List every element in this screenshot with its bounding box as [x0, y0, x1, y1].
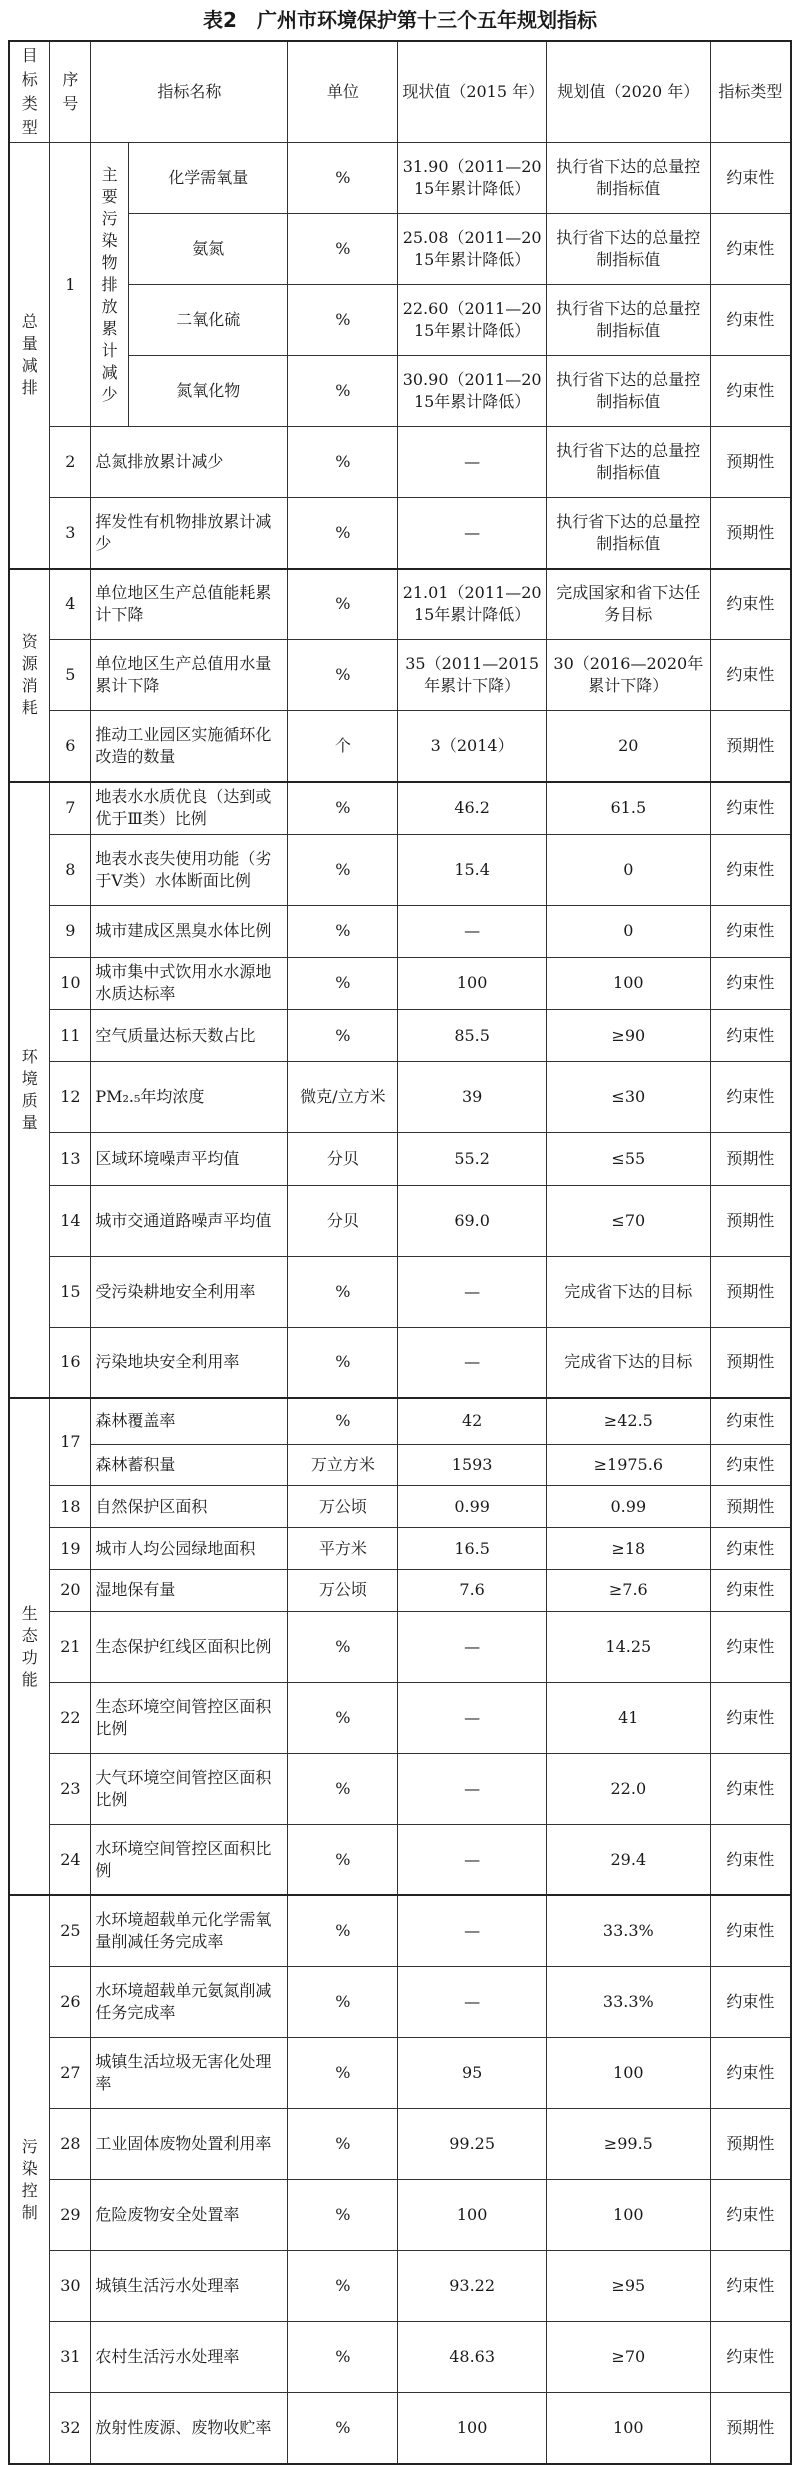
header-type: 目标类型 [9, 41, 50, 143]
indicator-name: 单位地区生产总值能耗累计下降 [91, 569, 288, 640]
indicator-name: 农村生活污水处理率 [91, 2322, 288, 2393]
current-value: 31.90（2011—2015年累计降低） [398, 143, 547, 214]
unit-cell: % [288, 2250, 398, 2321]
row-number: 22 [50, 1682, 91, 1753]
target-value: 执行省下达的总量控制指标值 [546, 143, 710, 214]
indicator-kind: 约束性 [710, 2322, 791, 2393]
unit-cell: % [288, 1611, 398, 1682]
target-value: ≤70 [546, 1185, 710, 1256]
unit-cell: % [288, 1256, 398, 1327]
unit-cell: % [288, 782, 398, 834]
header-row [9, 41, 791, 143]
indicator-kind: 预期性 [710, 1185, 791, 1256]
target-value: 0 [546, 834, 710, 905]
table-row [9, 711, 791, 782]
category-cell: 总量减排 [9, 143, 50, 569]
unit-cell: % [288, 356, 398, 427]
indicator-name: 生态环境空间管控区面积比例 [91, 1682, 288, 1753]
target-value: 执行省下达的总量控制指标值 [546, 356, 710, 427]
row-number: 20 [50, 1569, 91, 1611]
indicator-kind: 预期性 [710, 1486, 791, 1528]
indicator-name: 城镇生活污水处理率 [91, 2250, 288, 2321]
row-number: 23 [50, 1753, 91, 1824]
indicator-name: 单位地区生产总值用水量累计下降 [91, 640, 288, 711]
table-row [9, 1398, 791, 1444]
table-row [9, 834, 791, 905]
indicator-name: 总氮排放累计减少 [91, 427, 288, 498]
unit-cell: % [288, 1327, 398, 1398]
current-value: — [398, 1611, 547, 1682]
row-number: 15 [50, 1256, 91, 1327]
header-kind: 指标类型 [710, 41, 791, 143]
unit-cell: % [288, 1824, 398, 1895]
header-no: 序号 [50, 41, 91, 143]
indicator-kind: 约束性 [710, 143, 791, 214]
indicator-name: 大气环境空间管控区面积比例 [91, 1753, 288, 1824]
unit-cell: % [288, 1010, 398, 1062]
current-value: 93.22 [398, 2250, 547, 2321]
unit-cell: 平方米 [288, 1528, 398, 1570]
current-value: 69.0 [398, 1185, 547, 1256]
unit-cell: 万公顷 [288, 1486, 398, 1528]
table-row [9, 905, 791, 957]
table-row [9, 569, 791, 640]
table-row [9, 427, 791, 498]
current-value: 1593 [398, 1444, 547, 1486]
unit-cell: % [288, 498, 398, 569]
indicator-kind: 约束性 [710, 569, 791, 640]
target-value: 100 [546, 2179, 710, 2250]
target-value: 执行省下达的总量控制指标值 [546, 285, 710, 356]
indicator-kind: 约束性 [710, 1528, 791, 1570]
current-value: 55.2 [398, 1133, 547, 1185]
unit-cell: % [288, 1966, 398, 2037]
target-value: 33.3% [546, 1895, 710, 1966]
indicator-name: 城市人均公园绿地面积 [91, 1528, 288, 1570]
row-number: 30 [50, 2250, 91, 2321]
unit-cell: % [288, 2393, 398, 2464]
category-cell: 资源消耗 [9, 569, 50, 782]
unit-cell: % [288, 2108, 398, 2179]
current-value: 85.5 [398, 1010, 547, 1062]
row-number: 24 [50, 1824, 91, 1895]
target-value: 完成省下达的目标 [546, 1327, 710, 1398]
table-row [9, 1444, 791, 1486]
indicator-kind: 约束性 [710, 285, 791, 356]
target-value: 30（2016—2020年累计下降） [546, 640, 710, 711]
target-value: ≤30 [546, 1062, 710, 1133]
table-row [9, 782, 791, 834]
current-value: — [398, 498, 547, 569]
table-row [9, 1486, 791, 1528]
indicator-kind: 约束性 [710, 905, 791, 957]
category-cell: 生态功能 [9, 1398, 50, 1895]
unit-cell: 个 [288, 711, 398, 782]
target-value: ≥90 [546, 1010, 710, 1062]
indicator-kind: 预期性 [710, 2108, 791, 2179]
indicator-kind: 预期性 [710, 498, 791, 569]
unit-cell: % [288, 834, 398, 905]
indicator-name: 污染地块安全利用率 [91, 1327, 288, 1398]
indicator-name: 氮氧化物 [129, 356, 288, 427]
current-value: 99.25 [398, 2108, 547, 2179]
row-number: 12 [50, 1062, 91, 1133]
indicator-name: 城市建成区黑臭水体比例 [91, 905, 288, 957]
row-number: 7 [50, 782, 91, 834]
target-value: ≥70 [546, 2322, 710, 2393]
row-number: 16 [50, 1327, 91, 1398]
indicator-kind: 预期性 [710, 1133, 791, 1185]
current-value: — [398, 1824, 547, 1895]
table-row [9, 1966, 791, 2037]
table-row [9, 1133, 791, 1185]
target-value: 完成省下达的目标 [546, 1256, 710, 1327]
row-number: 26 [50, 1966, 91, 2037]
target-value: ≤55 [546, 1133, 710, 1185]
target-value: 100 [546, 957, 710, 1009]
table-row [9, 2322, 791, 2393]
indicator-kind: 约束性 [710, 1569, 791, 1611]
current-value: — [398, 1895, 547, 1966]
row-number: 10 [50, 957, 91, 1009]
table-row [9, 143, 791, 214]
unit-cell: % [288, 569, 398, 640]
category-cell: 污染控制 [9, 1895, 50, 2464]
target-value: 41 [546, 1682, 710, 1753]
target-value: 33.3% [546, 1966, 710, 2037]
target-value: 100 [546, 2393, 710, 2464]
category-cell: 环境质量 [9, 782, 50, 1398]
table-row [9, 957, 791, 1009]
header-name: 指标名称 [91, 41, 288, 143]
indicator-kind: 约束性 [710, 834, 791, 905]
current-value: 95 [398, 2037, 547, 2108]
indicator-name: 危险废物安全处置率 [91, 2179, 288, 2250]
indicator-kind: 约束性 [710, 1444, 791, 1486]
unit-cell: % [288, 2322, 398, 2393]
indicator-name: 森林蓄积量 [91, 1444, 288, 1486]
indicator-name: 二氧化硫 [129, 285, 288, 356]
header-target: 规划值（2020 年） [546, 41, 710, 143]
indicator-kind: 约束性 [710, 1682, 791, 1753]
table-row [9, 1528, 791, 1570]
target-value: ≥7.6 [546, 1569, 710, 1611]
table-row [9, 1753, 791, 1824]
row-number: 5 [50, 640, 91, 711]
current-value: 100 [398, 2393, 547, 2464]
unit-cell: % [288, 640, 398, 711]
current-value: 35（2011—2015年累计下降） [398, 640, 547, 711]
indicator-name: 空气质量达标天数占比 [91, 1010, 288, 1062]
indicator-kind: 约束性 [710, 1398, 791, 1444]
row-number: 13 [50, 1133, 91, 1185]
indicator-kind: 约束性 [710, 2037, 791, 2108]
indicator-kind: 预期性 [710, 2393, 791, 2464]
row-number: 14 [50, 1185, 91, 1256]
row-number: 4 [50, 569, 91, 640]
current-value: 46.2 [398, 782, 547, 834]
row-number: 29 [50, 2179, 91, 2250]
current-value: 3（2014） [398, 711, 547, 782]
row-number: 27 [50, 2037, 91, 2108]
indicator-name: 推动工业园区实施循环化改造的数量 [91, 711, 288, 782]
table-row [9, 1824, 791, 1895]
target-value: 0.99 [546, 1486, 710, 1528]
indicator-kind: 约束性 [710, 2250, 791, 2321]
indicator-kind: 预期性 [710, 427, 791, 498]
indicator-kind: 约束性 [710, 1062, 791, 1133]
target-value: 执行省下达的总量控制指标值 [546, 498, 710, 569]
table-row [9, 2179, 791, 2250]
target-value: 20 [546, 711, 710, 782]
indicator-name: 森林覆盖率 [91, 1398, 288, 1444]
row-number: 8 [50, 834, 91, 905]
indicator-table [8, 40, 792, 2465]
table-row [9, 2250, 791, 2321]
unit-cell: % [288, 2037, 398, 2108]
current-value: 22.60（2011—2015年累计降低） [398, 285, 547, 356]
indicator-name: PM₂.₅年均浓度 [91, 1062, 288, 1133]
current-value: 0.99 [398, 1486, 547, 1528]
row-number: 18 [50, 1486, 91, 1528]
indicator-kind: 约束性 [710, 1824, 791, 1895]
row-number: 1 [50, 143, 91, 427]
row-number: 11 [50, 1010, 91, 1062]
indicator-kind: 约束性 [710, 356, 791, 427]
indicator-name: 工业固体废物处置利用率 [91, 2108, 288, 2179]
current-value: 48.63 [398, 2322, 547, 2393]
indicator-name: 挥发性有机物排放累计减少 [91, 498, 288, 569]
indicator-name: 氨氮 [129, 214, 288, 285]
indicator-name: 放射性废源、废物收贮率 [91, 2393, 288, 2464]
table-row [9, 498, 791, 569]
table-row [9, 2393, 791, 2464]
table-row [9, 1327, 791, 1398]
indicator-name: 湿地保有量 [91, 1569, 288, 1611]
indicator-kind: 预期性 [710, 1327, 791, 1398]
unit-cell: 微克/立方米 [288, 1062, 398, 1133]
table-body [9, 143, 791, 2465]
indicator-kind: 约束性 [710, 214, 791, 285]
unit-cell: % [288, 905, 398, 957]
current-value: 15.4 [398, 834, 547, 905]
indicator-kind: 约束性 [710, 2179, 791, 2250]
current-value: 100 [398, 2179, 547, 2250]
row-number: 25 [50, 1895, 91, 1966]
row-number: 3 [50, 498, 91, 569]
target-value: ≥18 [546, 1528, 710, 1570]
indicator-name: 水环境空间管控区面积比例 [91, 1824, 288, 1895]
current-value: — [398, 1966, 547, 2037]
current-value: — [398, 1256, 547, 1327]
current-value: — [398, 1753, 547, 1824]
target-value: 执行省下达的总量控制指标值 [546, 214, 710, 285]
header-current: 现状值（2015 年） [398, 41, 547, 143]
target-value: 0 [546, 905, 710, 957]
current-value: 16.5 [398, 1528, 547, 1570]
row-number: 9 [50, 905, 91, 957]
current-value: — [398, 427, 547, 498]
unit-cell: 分贝 [288, 1133, 398, 1185]
indicator-kind: 约束性 [710, 1010, 791, 1062]
unit-cell: % [288, 1398, 398, 1444]
row-number: 17 [50, 1398, 91, 1486]
unit-cell: % [288, 1682, 398, 1753]
unit-cell: % [288, 2179, 398, 2250]
unit-cell: % [288, 1753, 398, 1824]
unit-cell: % [288, 214, 398, 285]
current-value: 30.90（2011—2015年累计降低） [398, 356, 547, 427]
target-value: 22.0 [546, 1753, 710, 1824]
table-row [9, 1256, 791, 1327]
current-value: 25.08（2011—2015年累计降低） [398, 214, 547, 285]
indicator-kind: 约束性 [710, 782, 791, 834]
indicator-name: 水环境超载单元氨氮削减任务完成率 [91, 1966, 288, 2037]
indicator-kind: 约束性 [710, 1753, 791, 1824]
table-row [9, 2108, 791, 2179]
target-value: ≥99.5 [546, 2108, 710, 2179]
current-value: — [398, 1327, 547, 1398]
indicator-name: 城市交通道路噪声平均值 [91, 1185, 288, 1256]
indicator-name: 生态保护红线区面积比例 [91, 1611, 288, 1682]
current-value: — [398, 1682, 547, 1753]
parent-indicator: 主要污染物排放累计减少 [91, 143, 129, 427]
indicator-name: 地表水丧失使用功能（劣于Ⅴ类）水体断面比例 [91, 834, 288, 905]
unit-cell: 万公顷 [288, 1569, 398, 1611]
indicator-name: 地表水水质优良（达到或优于Ⅲ类）比例 [91, 782, 288, 834]
indicator-kind: 预期性 [710, 1256, 791, 1327]
indicator-name: 城市集中式饮用水水源地水质达标率 [91, 957, 288, 1009]
current-value: — [398, 905, 547, 957]
table-row [9, 2037, 791, 2108]
unit-cell: % [288, 427, 398, 498]
table-row [9, 1611, 791, 1682]
indicator-name: 受污染耕地安全利用率 [91, 1256, 288, 1327]
indicator-name: 城镇生活垃圾无害化处理率 [91, 2037, 288, 2108]
indicator-kind: 约束性 [710, 640, 791, 711]
target-value: 14.25 [546, 1611, 710, 1682]
indicator-name: 区域环境噪声平均值 [91, 1133, 288, 1185]
current-value: 7.6 [398, 1569, 547, 1611]
row-number: 19 [50, 1528, 91, 1570]
indicator-name: 自然保护区面积 [91, 1486, 288, 1528]
current-value: 100 [398, 957, 547, 1009]
table-row [9, 1895, 791, 1966]
header-unit: 单位 [288, 41, 398, 143]
unit-cell: % [288, 285, 398, 356]
target-value: 执行省下达的总量控制指标值 [546, 427, 710, 498]
target-value: 100 [546, 2037, 710, 2108]
table-row [9, 1569, 791, 1611]
indicator-kind: 约束性 [710, 1895, 791, 1966]
indicator-name: 水环境超载单元化学需氧量削减任务完成率 [91, 1895, 288, 1966]
target-value: 29.4 [546, 1824, 710, 1895]
table-row [9, 1185, 791, 1256]
indicator-kind: 约束性 [710, 1611, 791, 1682]
target-value: ≥1975.6 [546, 1444, 710, 1486]
table-row [9, 1062, 791, 1133]
unit-cell: % [288, 1895, 398, 1966]
current-value: 39 [398, 1062, 547, 1133]
target-value: ≥95 [546, 2250, 710, 2321]
table-row [9, 640, 791, 711]
row-number: 6 [50, 711, 91, 782]
unit-cell: % [288, 143, 398, 214]
row-number: 28 [50, 2108, 91, 2179]
current-value: 42 [398, 1398, 547, 1444]
row-number: 31 [50, 2322, 91, 2393]
indicator-name: 化学需氧量 [129, 143, 288, 214]
indicator-kind: 约束性 [710, 1966, 791, 2037]
current-value: 21.01（2011—2015年累计降低） [398, 569, 547, 640]
table-row [9, 1010, 791, 1062]
unit-cell: 万立方米 [288, 1444, 398, 1486]
target-value: 完成国家和省下达任务目标 [546, 569, 710, 640]
row-number: 2 [50, 427, 91, 498]
target-value: 61.5 [546, 782, 710, 834]
indicator-kind: 约束性 [710, 957, 791, 1009]
row-number: 21 [50, 1611, 91, 1682]
table-row [9, 1682, 791, 1753]
row-number: 32 [50, 2393, 91, 2464]
indicator-kind: 预期性 [710, 711, 791, 782]
table-title: 表2 广州市环境保护第十三个五年规划指标 [203, 8, 597, 32]
unit-cell: % [288, 957, 398, 1009]
target-value: ≥42.5 [546, 1398, 710, 1444]
unit-cell: 分贝 [288, 1185, 398, 1256]
